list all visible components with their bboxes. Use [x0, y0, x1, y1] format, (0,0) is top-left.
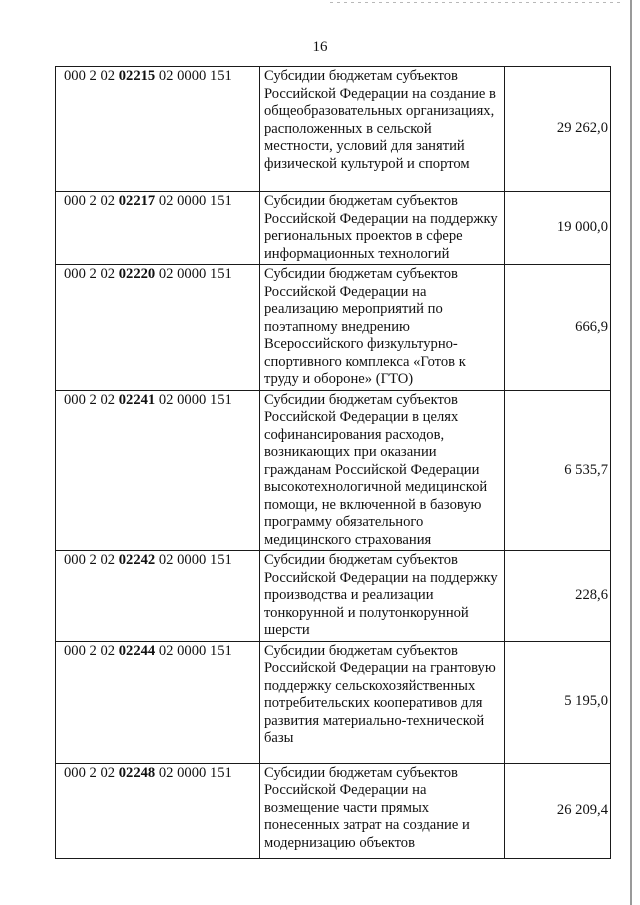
- row-code: 000 2 02 02242 02 0000 151: [56, 551, 260, 642]
- row-code: 000 2 02 02248 02 0000 151: [56, 763, 260, 858]
- row-code: 000 2 02 02220 02 0000 151: [56, 265, 260, 391]
- row-amount: 29 262,0: [505, 67, 611, 192]
- row-code: 000 2 02 02215 02 0000 151: [56, 67, 260, 192]
- scan-edge-right: [630, 0, 632, 905]
- table-row: [56, 641, 611, 763]
- row-code: 000 2 02 02241 02 0000 151: [56, 390, 260, 551]
- row-description: Субсидии бюджетам субъектов Российской Федерации на реализацию мероприятий по поэтапному внедрению Всероссийского физкультурно-спортивного комплекса «Готов к труду и обороне» (ГТО): [260, 265, 505, 391]
- row-amount: 6 535,7: [505, 390, 611, 551]
- row-amount: 228,6: [505, 551, 611, 642]
- table-row: [56, 265, 611, 391]
- page-number: 16: [312, 39, 328, 55]
- row-code: 000 2 02 02244 02 0000 151: [56, 641, 260, 763]
- row-description: Субсидии бюджетам субъектов Российской Федерации на грантовую поддержку сельскохозяйственных потребительских кооперативов для развития материально-технической базы: [260, 641, 505, 763]
- row-amount: 5 195,0: [505, 641, 611, 763]
- table-row: [56, 192, 611, 265]
- budget-table: [55, 66, 611, 859]
- table-row: [56, 763, 611, 858]
- row-amount: 19 000,0: [505, 192, 611, 265]
- row-code: 000 2 02 02217 02 0000 151: [56, 192, 260, 265]
- table-row: [56, 67, 611, 192]
- row-description: Субсидии бюджетам субъектов Российской Федерации в целях софинансирования расходов, возникающих при оказании гражданам Российской Федерации высокотехнологичной медицинской помощи, не включенной в базовую программу обязательного медицинского страхования: [260, 390, 505, 551]
- row-description: Субсидии бюджетам субъектов Российской Федерации на возмещение части прямых понесенных затрат на создание и модернизацию объектов: [260, 763, 505, 858]
- row-amount: 666,9: [505, 265, 611, 391]
- row-description: Субсидии бюджетам субъектов Российской Федерации на создание в общеобразовательных организациях, расположенных в сельской местности, условий для занятий физической культурой и спортом: [260, 67, 505, 192]
- scan-edge-top: [330, 2, 620, 3]
- row-description: Субсидии бюджетам субъектов Российской Федерации на поддержку региональных проектов в сфере информационных технологий: [260, 192, 505, 265]
- row-description: Субсидии бюджетам субъектов Российской Федерации на поддержку производства и реализации тонкорунной и полутонкорунной шерсти: [260, 551, 505, 642]
- table-row: [56, 551, 611, 642]
- row-amount: 26 209,4: [505, 763, 611, 858]
- table-row: [56, 390, 611, 551]
